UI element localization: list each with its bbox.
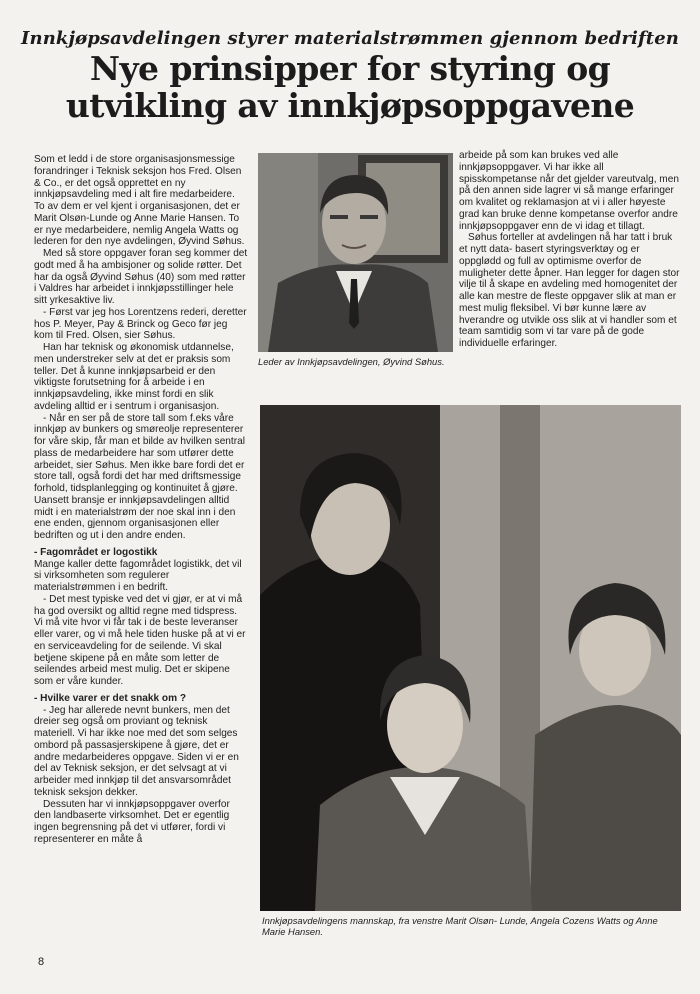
article-kicker: Innkjøpsavdelingen styrer materialstrømmen gjennom bedriften (21, 28, 679, 49)
paragraph: - Jeg har allerede nevnt bunkers, men det dreier seg også om proviant og teknisk materiell. Vi har ikke noe med det som selges ombord på passasjerskipene å gjøre, det er andre medarbeideres oppgave. Siden vi er en del av Teknisk seksjon, er det selvsagt at vi arbeider med innkjøp til det ansvarsområdet teknisk seksjon dekker. (34, 704, 239, 798)
paragraph: - Først var jeg hos Lorentzens rederi, deretter hos P. Meyer, Pay & Brinck og Geco før jeg kom til Fred. Olsen, sier Søhus. (34, 306, 247, 342)
group-photo-illustration (260, 405, 681, 911)
paragraph: Søhus forteller at avdelingen nå har tatt i bruk et nytt data- basert styringsverktøy og er oppglødd og full av optimisme overfor de muligheter dette åpner. Han legger for dagen stor vilje til å skape en avdeling med homogenitet der alle kan mestre de fleste oppgaver slik at man er mest mulig fleksibel. Vi bør kunne lære av hverandre og utvikle oss slik at vi handler som et team samtidig som vi tar vare på de gode individuelle erfaringer. (459, 232, 680, 349)
paragraph: Mange kaller dette fagområdet logistikk, det vil si virksomheten som regulerer materialstrømmen i en bedrift. (34, 558, 242, 593)
group-photo (260, 405, 681, 911)
paragraph: arbeide på som kan brukes ved alle innkjøpsoppgaver. Vi har ikke all spisskompetanse når det gjelder vareutvalg, men på den annen side lagrer vi så mange erfaringer om kvalitet og reklamasjon at vi i aller høyeste grad kan bruke denne kompetanse overfor andre innkjøpsoppgaver enn de vi idag et tillagt. (459, 150, 679, 232)
paragraph: Med så store oppgaver foran seg kommer det godt med å ha ambisjoner og solide røtter. Det har da også Øyvind Søhus (40) som med røtter i Valdres har arbeidet i innkjøpsstillinger hele sitt yrkesaktive liv. (34, 248, 248, 306)
subheading: - Fagområdet er logostikk (34, 546, 158, 558)
text-column-right (459, 150, 681, 350)
headline-line-1: Nye prinsipper for styring og (89, 49, 611, 88)
paragraph: - Når en ser på de store tall som f.eks våre innkjøp av bunkers og smøreolje representerer for våre skip, får man et bilde av hvilken sentral plass de medarbeidere har som utfører dette arbeidet, sier Søhus. Men ikke bare fordi det er store tall, også fordi det har med driftsmessige forhold, tidsplanlegging og kontinuitet å gjøre. Uansett bransje er innkjøpsavdelingen alltid midt i en materialstrøm der noe skal inn i den ene enden, gjennom organisasjonen eller bedriften og ut i den andre enden. (34, 412, 245, 541)
group-caption: Innkjøpsavdelingens mannskap, fra venstre Marit Olsøn- Lunde, Angela Cozens Watts og Anne Marie Hansen. (262, 915, 658, 937)
portrait-photo-illustration (258, 153, 453, 352)
headline-line-2: utvikling av innkjøpsoppgavene (65, 86, 635, 125)
paragraph: - Det mest typiske ved det vi gjør, er at vi må ha god oversikt og alltid regne med tidspress. Vi må vite hvor vi får tak i de beste leveranser eller varer, og vi må hele tiden huske på at vi er en serviceavdeling for de seilende. Vi skal betjene skipene på en måte som letter de seilendes arbeid mest mulig. Det er skipene som er våre kunder. (34, 593, 246, 687)
subheading: - Hvilke varer er det snakk om ? (34, 692, 187, 704)
portrait-photo (258, 153, 453, 352)
text-column-left (34, 154, 248, 846)
portrait-caption: Leder av Innkjøpsavdelingen, Øyvind Søhus. (258, 356, 445, 367)
paragraph: Som et ledd i de store organisasjonsmessige forandringer i Teknisk seksjon hos Fred. Olsen & Co., er det også opprettet en ny innkjøpsavdeling med i alt fire medarbeidere. To av dem er vel kjent i organisasjonen, det er Marit Olsøn-Lunde og Anne Marie Hansen. To er nye medarbeidere, nemlig Angela Watts og lederen for den nye avdelingen, Øyvind Søhus. (34, 154, 245, 248)
page-number: 8 (38, 956, 45, 968)
paragraph: Dessuten har vi innkjøpsoppgaver overfor den landbaserte virksomhet. Det er egentlig ingen begrensning på det vi utfører, fordi vi representerer en måte å (34, 798, 230, 845)
article-headline (10, 50, 690, 124)
paragraph: Han har teknisk og økonomisk utdannelse, men understreker selv at det er praksis som teller. Det å kunne innkjøpsarbeid er den viktigste forutsetning for å arbeide i en innkjøpsavdeling, ikke minst fordi en slik avdeling alltid er i sentrum i organisasjon. (34, 342, 234, 412)
